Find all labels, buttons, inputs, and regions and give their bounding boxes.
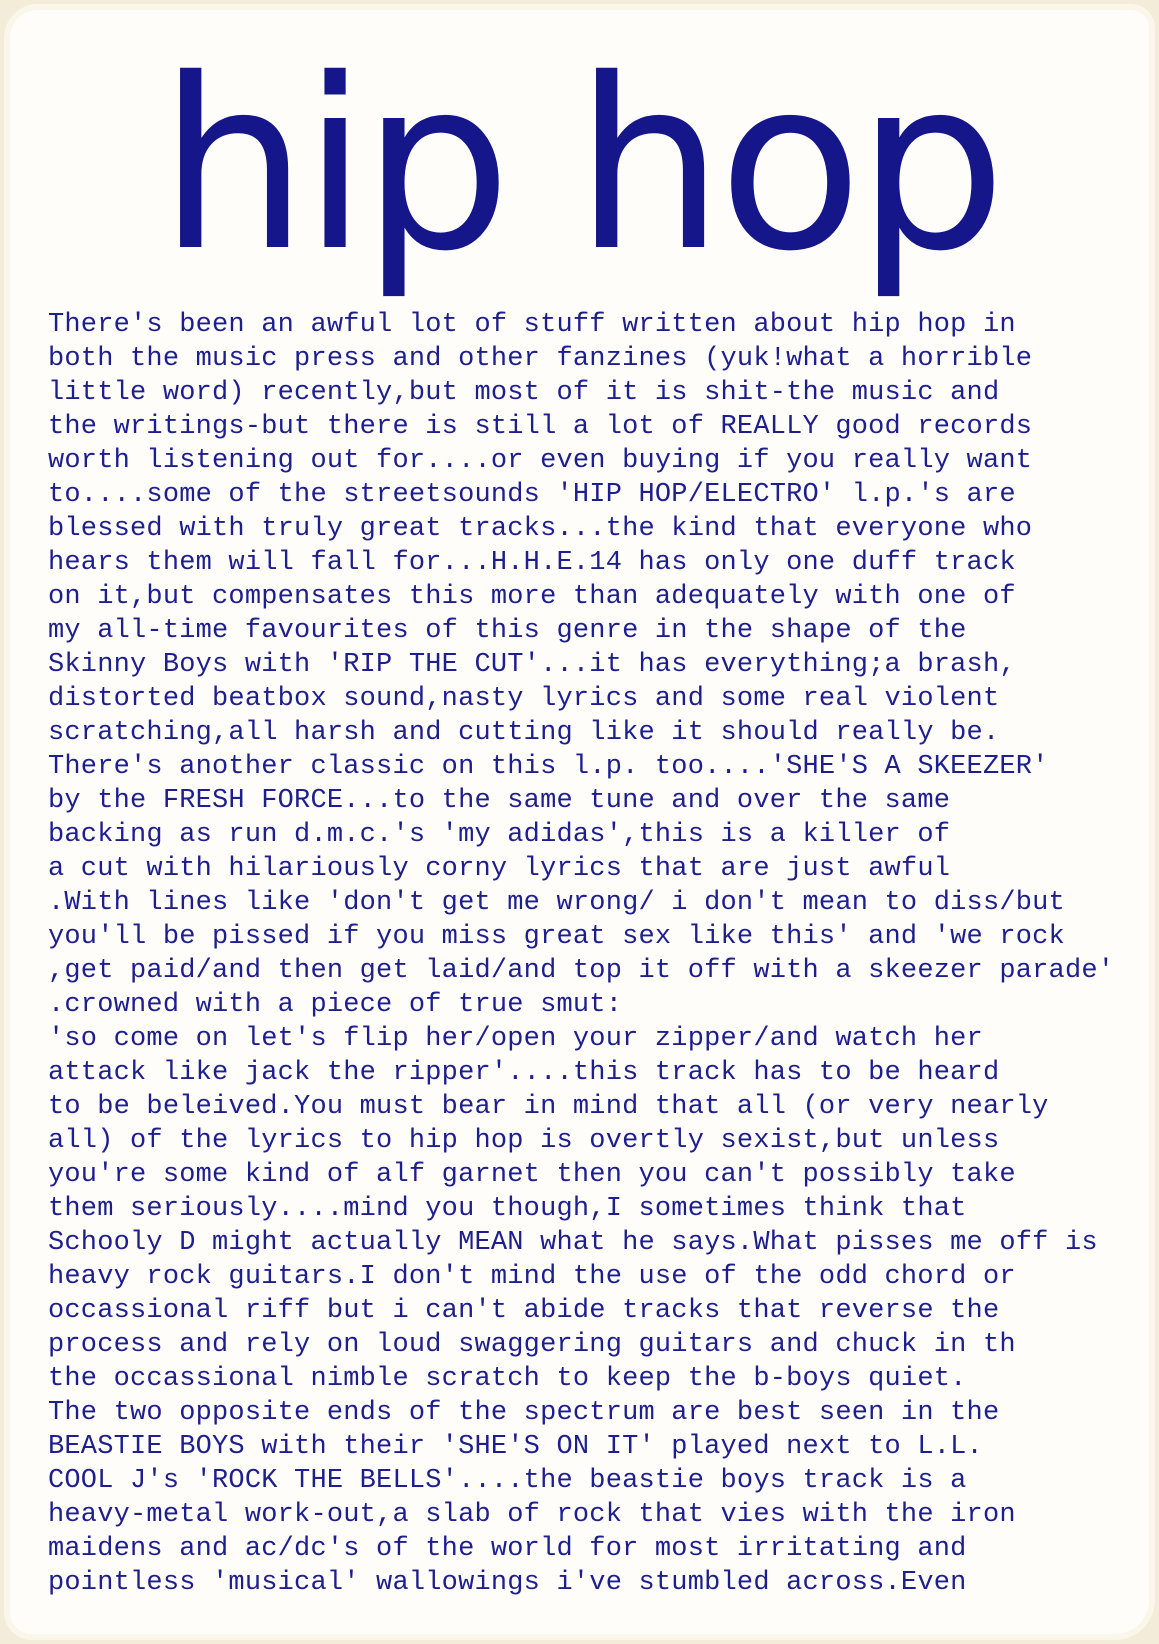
text-line: hears them will fall for...H.H.E.14 has only one duff track — [48, 548, 1016, 578]
text-line: little word) recently,but most of it is shit-the music and — [48, 378, 1000, 408]
text-line: them seriously....mind you though,I sometimes think that — [48, 1194, 967, 1224]
text-line: you'll be pissed if you miss great sex like this' and 'we rock — [48, 922, 1065, 952]
text-line: ,get paid/and then get laid/and top it off with a skeezer parade' — [48, 956, 1115, 986]
text-line: Skinny Boys with 'RIP THE CUT'...it has everything;a brash, — [48, 650, 1016, 680]
text-line: blessed with truly great tracks...the kind that everyone who — [48, 514, 1033, 544]
text-line: .crowned with a piece of true smut: — [48, 990, 623, 1020]
text-line: occassional riff but i can't abide tracks that reverse the — [48, 1296, 1000, 1326]
article-body — [48, 308, 1128, 1600]
text-line: to be beleived.You must bear in mind that all (or very nearly — [48, 1092, 1049, 1122]
text-line: pointless 'musical' wallowings i've stumbled across.Even — [48, 1568, 967, 1598]
text-line: 'so come on let's flip her/open your zipper/and watch her — [48, 1024, 983, 1054]
text-line: heavy-metal work-out,a slab of rock that vies with the iron — [48, 1500, 1016, 1530]
text-line: the writings-but there is still a lot of REALLY good records — [48, 412, 1033, 442]
text-line: by the FRESH FORCE...to the same tune and over the same — [48, 786, 951, 816]
text-line: a cut with hilariously corny lyrics that are just awful — [48, 854, 951, 884]
text-line: .With lines like 'don't get me wrong/ i don't mean to diss/but — [48, 888, 1065, 918]
text-line: There's another classic on this l.p. too....'SHE'S A SKEEZER' — [48, 752, 1049, 782]
text-line: both the music press and other fanzines (yuk!what a horrible — [48, 344, 1033, 374]
text-line: the occassional nimble scratch to keep the b-boys quiet. — [48, 1364, 967, 1394]
text-line: my all-time favourites of this genre in the shape of the — [48, 616, 967, 646]
text-line: heavy rock guitars.I don't mind the use of the odd chord or — [48, 1262, 1016, 1292]
text-line: backing as run d.m.c.'s 'my adidas',this is a killer of — [48, 820, 951, 850]
page-title: hip hop — [158, 28, 1001, 303]
text-line: maidens and ac/dc's of the world for most irritating and — [48, 1534, 967, 1564]
text-line: There's been an awful lot of stuff written about hip hop in — [48, 310, 1016, 340]
text-line: Schooly D might actually MEAN what he says.What pisses me off is — [48, 1228, 1098, 1258]
text-line: scratching,all harsh and cutting like it should really be. — [48, 718, 1000, 748]
text-line: process and rely on loud swaggering guitars and chuck in th — [48, 1330, 1016, 1360]
text-line: to....some of the streetsounds 'HIP HOP/ELECTRO' l.p.'s are — [48, 480, 1016, 510]
text-line: all) of the lyrics to hip hop is overtly sexist,but unless — [48, 1126, 1000, 1156]
text-line: COOL J's 'ROCK THE BELLS'....the beastie boys track is a — [48, 1466, 967, 1496]
text-line: The two opposite ends of the spectrum are best seen in the — [48, 1398, 1000, 1428]
text-line: attack like jack the ripper'....this track has to be heard — [48, 1058, 1000, 1088]
text-line: worth listening out for....or even buying if you really want — [48, 446, 1033, 476]
text-line: you're some kind of alf garnet then you can't possibly take — [48, 1160, 1016, 1190]
text-line: on it,but compensates this more than adequately with one of — [48, 582, 1016, 612]
text-line: distorted beatbox sound,nasty lyrics and some real violent — [48, 684, 1000, 714]
text-line: BEASTIE BOYS with their 'SHE'S ON IT' played next to L.L. — [48, 1432, 983, 1462]
